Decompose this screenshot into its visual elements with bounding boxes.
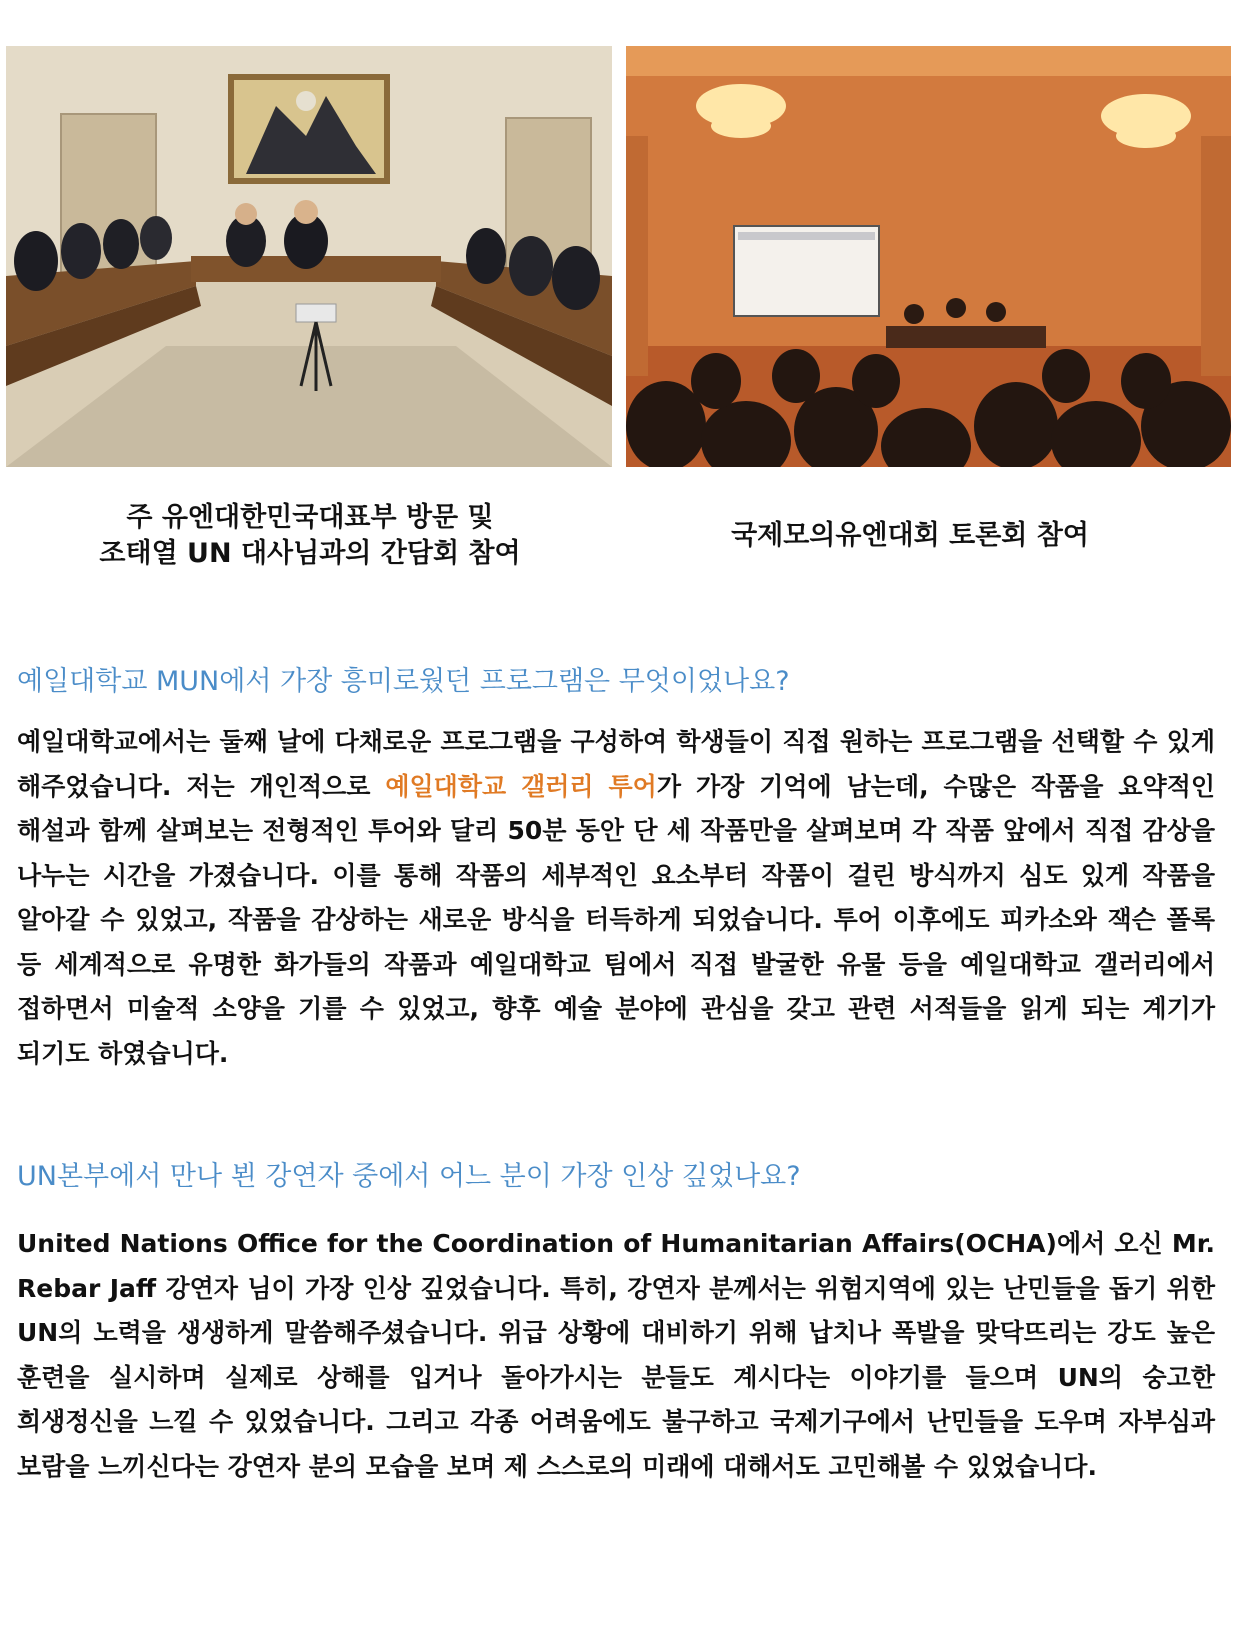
caption-left-line2: 조태열 UN 대사님과의 간담회 참여 — [99, 538, 521, 569]
caption-embassy-meeting — [40, 500, 580, 572]
question-heading-speaker: UN본부에서 만나 뵌 강연자 중에서 어느 분이 가장 인상 깊었나요? — [17, 1161, 801, 1192]
answer-paragraph-speaker: United Nations Office for the Coordination of Humanitarian Affairs(OCHA)에서 오신 Mr. Rebar Jaff 강연자 님이 가장 인상 깊었습니다. 특히, 강연자 분께서는 위험지역에 있는 난민들을 돕기 위한 UN의 노력을 생생하게 말씀해주셨습니다. 위급 상황에 대비하기 위해 납치나 폭발을 맞닥뜨리는 강도 높은 훈련을 실시하며 실제로 상해를 입거나 돌아가시는 분들도 계시다는 이야기를 들으며 UN의 숭고한 희생정신을 느낄 수 있었습니다. 그리고 각종 어려움에도 불구하고 국제기구에서 난민들을 도우며 자부심과 보람을 느끼신다는 강연자 분의 모습을 보며 제 스스로의 미래에 대해서도 고민해볼 수 있었습니다. — [17, 1229, 1215, 1481]
photo-embassy-meeting — [6, 46, 612, 467]
question-heading-program: 예일대학교 MUN에서 가장 흥미로웠던 프로그램은 무엇이었나요? — [17, 666, 790, 697]
caption-mun-conference: 국제모의유엔대회 토론회 참여 — [731, 520, 1089, 551]
answer-paragraph-program — [17, 720, 1215, 1076]
photo-mun-conference — [626, 46, 1231, 467]
highlight-gallery-tour: 예일대학교 갤러리 투어 — [385, 771, 657, 801]
caption-left-line1: 주 유엔대한민국대표부 방문 및 — [126, 502, 494, 533]
answer-text-part2: 가 가장 기억에 남는데, 수많은 작품을 요약적인 해설과 함께 살펴보는 전형적인 투어와 달리 50분 동안 단 세 작품만을 살펴보며 각 작품 앞에서 직접 감상을 나누는 시간을 가졌습니다. 이를 통해 작품의 세부적인 요소부터 작품이 걸린 방식까지 심도 있게 작품을 알아갈 수 있었고, 작품을 감상하는 새로운 방식을 터득하게 되었습니다. 투어 이후에도 피카소와 잭슨 폴록 등 세계적으로 유명한 화가들의 작품과 예일대학교 팀에서 직접 발굴한 유물 등을 예일대학교 갤러리에서 접하면서 미술적 소양을 기를 수 있었고, 향후 예술 분야에 관심을 갖고 관련 서적들을 읽게 되는 계기가 되기도 하였습니다. — [17, 771, 1216, 1068]
answer-text-part1: 예일대학교에서는 둘째 날에 다채로운 프로그램을 구성하여 학생들이 직접 원하는 프로그램을 선택할 수 있게 해주었습니다. 저는 개인적으로 — [17, 727, 1215, 801]
